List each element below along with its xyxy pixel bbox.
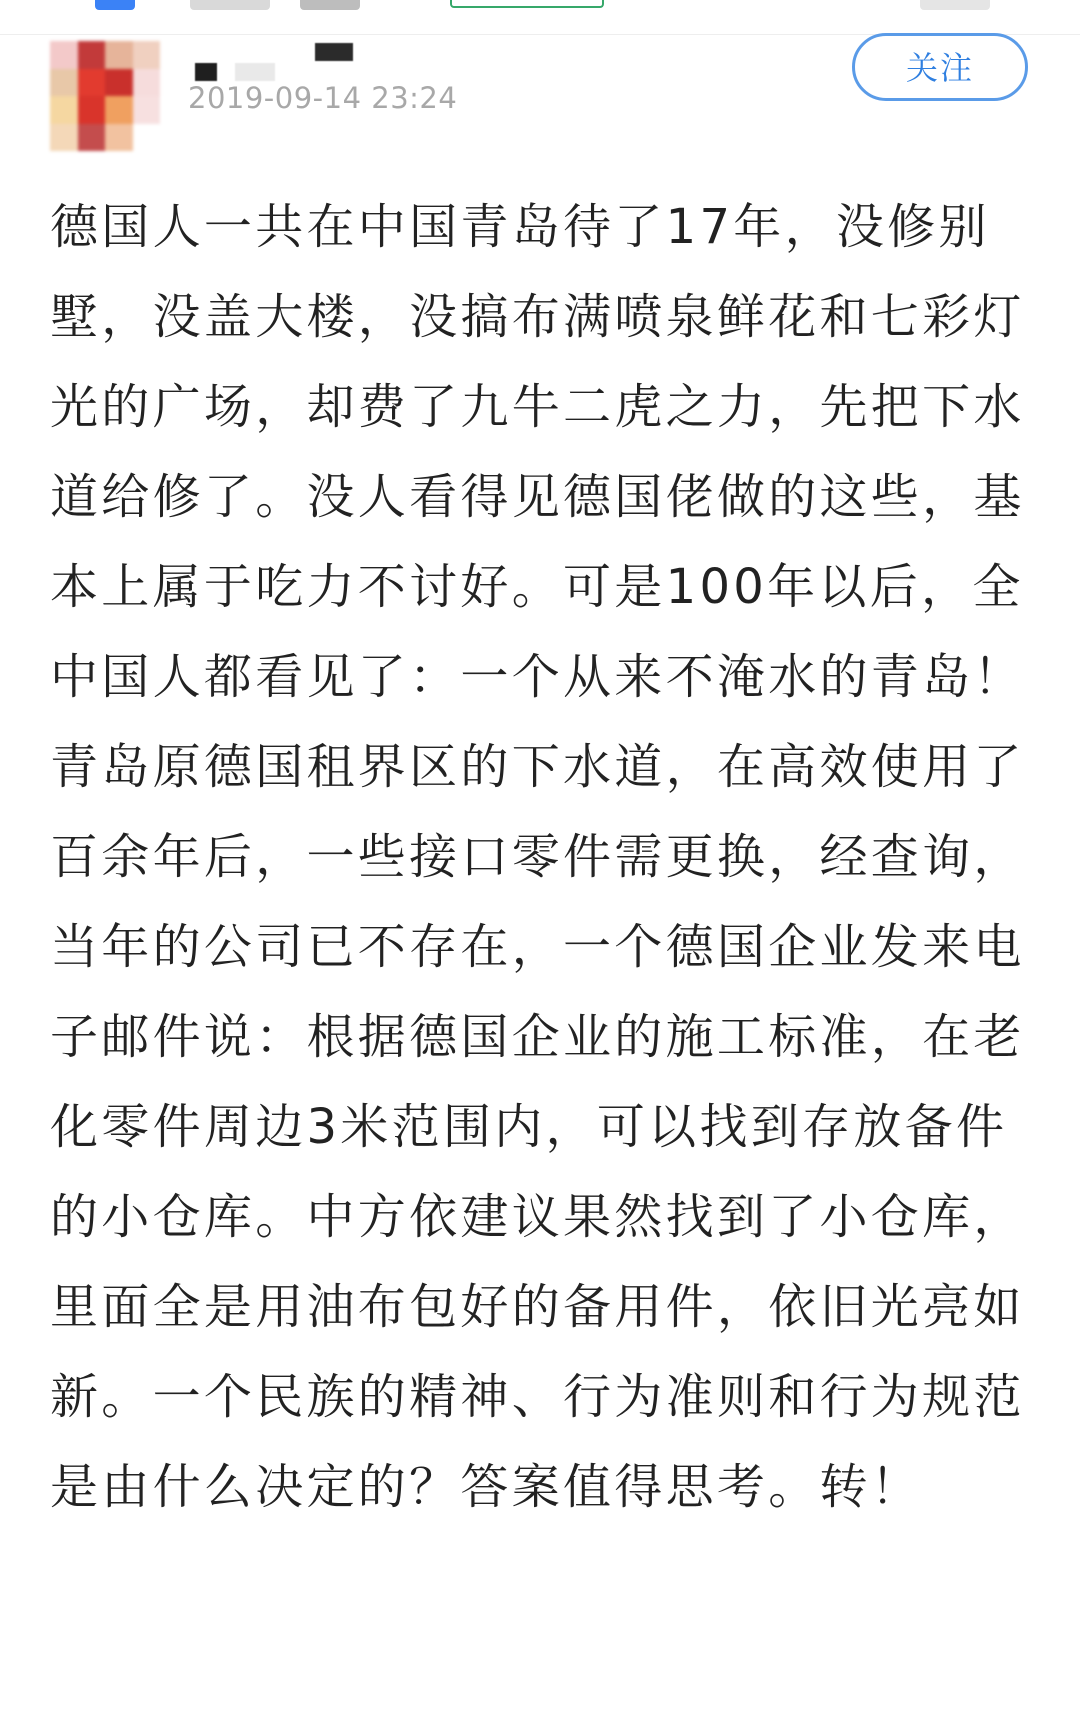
avatar-mosaic-cell [133, 41, 161, 69]
avatar-mosaic-cell [50, 69, 78, 97]
username-redacted[interactable] [195, 39, 375, 83]
post-timestamp: 2019-09-14 23:24 [188, 81, 458, 115]
cropped-gray-element [300, 0, 360, 10]
avatar-mosaic-cell [105, 41, 133, 69]
avatar-mosaic-cell [50, 41, 78, 69]
avatar-mosaic-cell [133, 69, 161, 97]
mosaic-block [315, 43, 353, 61]
avatar-mosaic-cell [105, 124, 133, 152]
avatar[interactable] [50, 41, 160, 151]
avatar-mosaic-cell [78, 41, 106, 69]
avatar-mosaic-cell [78, 96, 106, 124]
post-header [0, 35, 1080, 155]
avatar-mosaic-cell [133, 96, 161, 124]
previous-item-cropped-strip [0, 0, 1080, 14]
avatar-mosaic-cell [50, 96, 78, 124]
cropped-blue-element [95, 0, 135, 10]
avatar-mosaic-cell [78, 69, 106, 97]
avatar-mosaic-cell [50, 124, 78, 152]
follow-button[interactable]: 关注 [852, 33, 1028, 101]
cropped-green-outline-element [450, 0, 604, 8]
cropped-gray-element [920, 0, 990, 10]
mosaic-block [195, 63, 217, 81]
avatar-mosaic-cell [78, 124, 106, 152]
avatar-mosaic-cell [105, 96, 133, 124]
mosaic-block [235, 63, 275, 81]
cropped-gray-element [190, 0, 270, 10]
avatar-mosaic-cell [133, 124, 161, 152]
post-body-text: 德国人一共在中国青岛待了17年，没修别墅，没盖大楼，没搞布满喷泉鲜花和七彩灯光的广场，却费了九牛二虎之力，先把下水道给修了。没人看得见德国佬做的这些，基本上属于吃力不讨好。可是100年以后，全中国人都看见了：一个从来不淹水的青岛！ 青岛原德国租界区的下水道，在高效使用了百余年后，一些接口零件需更换，经查询，当年的公司已不存在，一个德国企业发来电子邮件说：根据德国企业的施工标准，在老化零件周边3米范围内，可以找到存放备件的小仓库。中方依建议果然找到了小仓库，里面全是用油布包好的备用件，依旧光亮如新。一个民族的精神、行为准则和行为规范是由什么决定的？答案值得思考。转！ [50, 199, 1025, 1515]
avatar-mosaic-cell [105, 69, 133, 97]
